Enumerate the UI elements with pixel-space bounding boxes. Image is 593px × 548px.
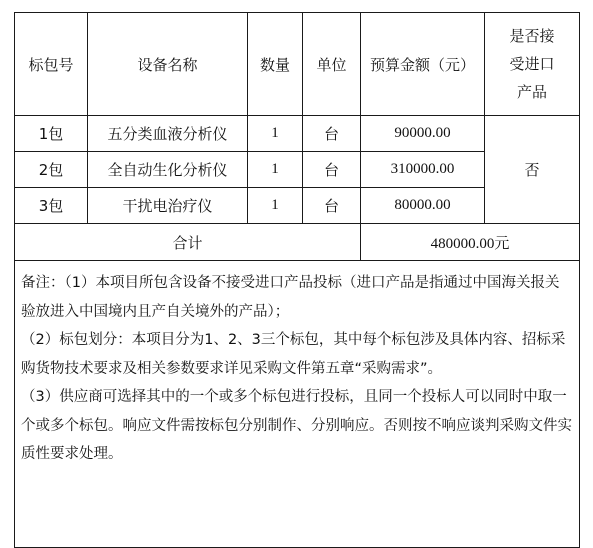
cell-device-name: 五分类血液分析仪 bbox=[88, 116, 248, 152]
header-accept-import-line-3: 产品 bbox=[516, 83, 547, 101]
cell-device-name: 干扰电治疗仪 bbox=[88, 188, 248, 224]
header-accept-import-line-1: 是否接 bbox=[509, 27, 555, 45]
cell-budget: 90000.00 bbox=[361, 116, 485, 152]
cell-unit: 台 bbox=[303, 188, 361, 224]
cell-quantity: 1 bbox=[248, 152, 303, 188]
cell-budget: 310000.00 bbox=[361, 152, 485, 188]
note-2: （2）标包划分：本项目分为1、2、3三个标包，其中每个标包涉及具体内容、招标采购货物技术要求及相关参数要求详见采购文件第五章“采购需求”。 bbox=[21, 332, 566, 377]
note-1: 备注：（1）本项目所包含设备不接受进口产品投标（进口产品是指通过中国海关报关验放进入中国境内且产自关境外的产品）； bbox=[21, 275, 560, 320]
header-lot: 标包号 bbox=[15, 13, 88, 116]
procurement-table-wrapper bbox=[14, 12, 579, 548]
notes-row bbox=[15, 261, 580, 548]
header-accept-import-line-2: 受进口 bbox=[509, 55, 555, 73]
total-value: 480000.00元 bbox=[361, 224, 580, 261]
note-3: （3）供应商可选择其中的一个或多个标包进行投标，且同一个投标人可以同时中取一个或多个标包。响应文件需按标包分别制作、分别响应。否则按不响应谈判采购文件实质性要求处理。 bbox=[21, 389, 572, 462]
cell-budget: 80000.00 bbox=[361, 188, 485, 224]
table-row bbox=[15, 116, 580, 152]
header-row bbox=[15, 13, 580, 116]
cell-quantity: 1 bbox=[248, 188, 303, 224]
cell-lot: 1包 bbox=[15, 116, 88, 152]
header-accept-import bbox=[485, 13, 580, 116]
header-quantity: 数量 bbox=[248, 13, 303, 116]
total-row bbox=[15, 224, 580, 261]
total-label: 合计 bbox=[15, 224, 361, 261]
cell-device-name: 全自动生化分析仪 bbox=[88, 152, 248, 188]
cell-lot: 2包 bbox=[15, 152, 88, 188]
header-device-name: 设备名称 bbox=[88, 13, 248, 116]
cell-unit: 台 bbox=[303, 116, 361, 152]
cell-unit: 台 bbox=[303, 152, 361, 188]
cell-quantity: 1 bbox=[248, 116, 303, 152]
header-budget: 预算金额（元） bbox=[361, 13, 485, 116]
procurement-table bbox=[14, 12, 580, 548]
notes-cell bbox=[15, 261, 580, 548]
cell-lot: 3包 bbox=[15, 188, 88, 224]
cell-accept-import: 否 bbox=[485, 116, 580, 224]
header-unit: 单位 bbox=[303, 13, 361, 116]
